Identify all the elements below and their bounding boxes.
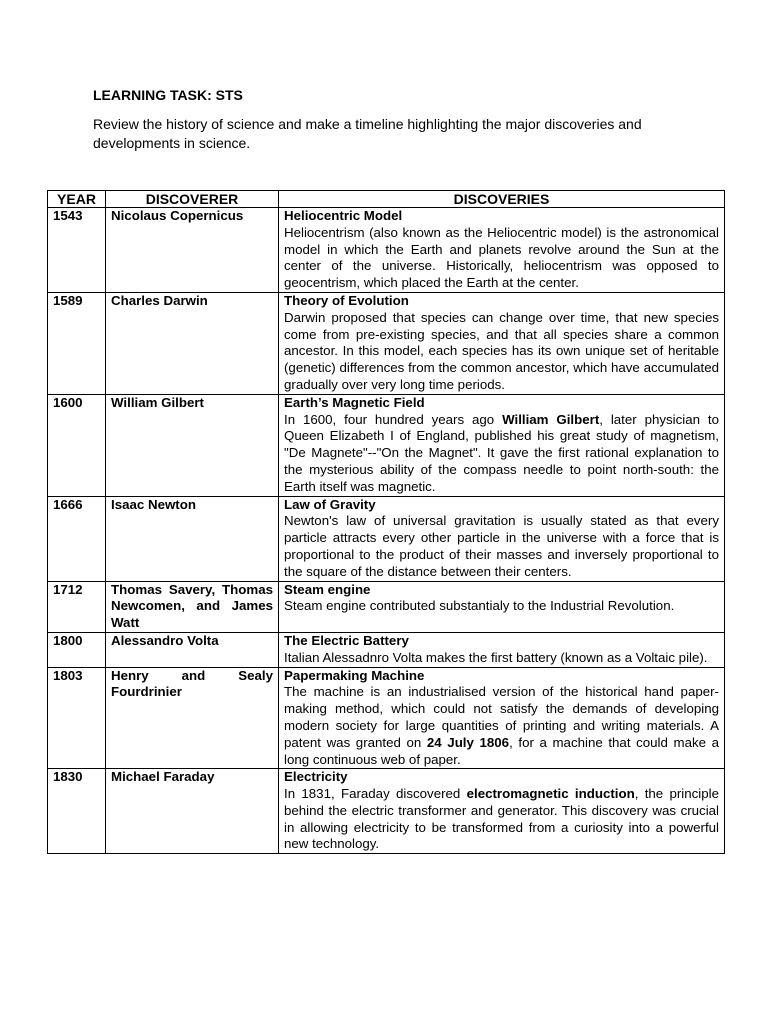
table-row [48,394,725,496]
description-text: Italian Alessadnro Volta makes the first battery (known as a Voltaic pile). [284,649,708,665]
discovery-description [284,786,719,853]
discoverer-cell: Henry and Sealy Fourdrinier [106,667,279,769]
discovery-title: Heliocentric Model [284,208,403,223]
discoverer-cell: Nicolaus Copernicus [106,208,279,293]
year-cell: 1712 [48,581,106,632]
discovery-description [284,412,719,496]
discovery-description [284,598,719,615]
discovery-cell [279,208,725,293]
year-cell: 1803 [48,667,106,769]
table-row [48,667,725,769]
discovery-title: Electricity [284,769,348,785]
discovery-cell [279,667,725,769]
description-emphasis: 24 July 1806 [426,734,510,750]
year-cell: 1830 [48,769,106,854]
instructions: Review the history of science and make a timeline highlighting the major discoveries and developments in science. [93,116,642,151]
year-cell: 1600 [48,394,106,496]
discovery-description [284,650,719,667]
description-text: In 1600, four hundred years ago [284,411,503,427]
discovery-cell [279,394,725,496]
table-row [48,581,725,632]
discovery-cell [279,632,725,667]
discovery-title: Theory of Evolution [284,292,409,308]
description-text: , the principle behind the electric transformer and generator. This discovery was crucial in allowing electricity to be transformed from a curiosity into a powerful new technology. [284,786,719,852]
discovery-description [284,310,719,394]
discoverer-cell: Isaac Newton [106,496,279,581]
description-text: Heliocentrism (also known as the Heliocentric model) is the astronomical model in which the Earth and planets revolve around the Sun at the center of the universe. Historically, heliocentrism was opposed to geocentrism, which placed the Earth at the center. [284,224,719,291]
description-emphasis: William Gilbert [502,411,600,427]
discovery-title: Earth’s Magnetic Field [284,394,425,410]
column-header-discoverer: DISCOVERER [106,191,279,208]
table-row [48,769,725,854]
table-row [48,496,725,581]
year-cell: 1666 [48,496,106,581]
page-title: LEARNING TASK: STS [93,87,243,103]
table-row [48,632,725,667]
table-header-row [48,191,725,208]
year-cell: 1543 [48,208,106,293]
discoverer-cell: Alessandro Volta [106,632,279,667]
discoverer-cell: William Gilbert [106,394,279,496]
description-text: Darwin proposed that species can change over time, that new species come from pre-existing species, and that all species share a common ancestor. In this model, each species has its own unique set of heritable (genetic) differences from the common ancestor, which have accumulated gradually over very long time periods. [284,309,719,392]
description-text: Newton's law of universal gravitation is usually stated as that every particle attracts every other particle in the universe with a force that is proportional to the product of their masses and inversely proportional to the square of the distance between their centers. [284,513,719,579]
column-header-year: YEAR [48,191,106,208]
discovery-title: Papermaking Machine [284,667,425,683]
discovery-description [284,225,719,292]
discovery-description [284,513,719,580]
description-emphasis: electromagnetic induction [466,786,635,802]
discoverer-cell: Michael Faraday [106,769,279,854]
discovery-cell [279,769,725,854]
column-header-discoveries: DISCOVERIES [279,191,725,208]
discovery-title: Law of Gravity [284,496,376,512]
discovery-description [284,684,719,768]
discoverer-cell: Charles Darwin [106,292,279,394]
description-text: , for a machine that could make a long continuous web of paper. [284,734,719,767]
discoverer-cell: Thomas Savery, Thomas Newcomen, and James Watt [106,581,279,632]
description-text: , later physician to Queen Elizabeth I of England, published his great study of magnetism, "De Magnete"--"On the Magnet". It gave the first rational explanation to the mysterious ability of the compass needle to point north-south: the Earth itself was magnetic. [284,411,719,494]
table-row [48,292,725,394]
description-text: Steam engine contributed substantialy to the Industrial Revolution. [284,598,675,614]
discovery-cell [279,292,725,394]
discovery-title: The Electric Battery [284,632,409,648]
discovery-cell [279,496,725,581]
description-text: The machine is an industrialised version of the historical hand paper-making method, which could not satisfy the demands of developing modern society for large quantities of printing and writing materials. A patent was granted on [284,684,719,750]
discovery-cell [279,581,725,632]
table-row [48,208,725,293]
description-text: In 1831, Faraday discovered [284,786,467,802]
timeline-table [47,190,725,854]
year-cell: 1800 [48,632,106,667]
discovery-title: Steam engine [284,581,371,597]
year-cell: 1589 [48,292,106,394]
